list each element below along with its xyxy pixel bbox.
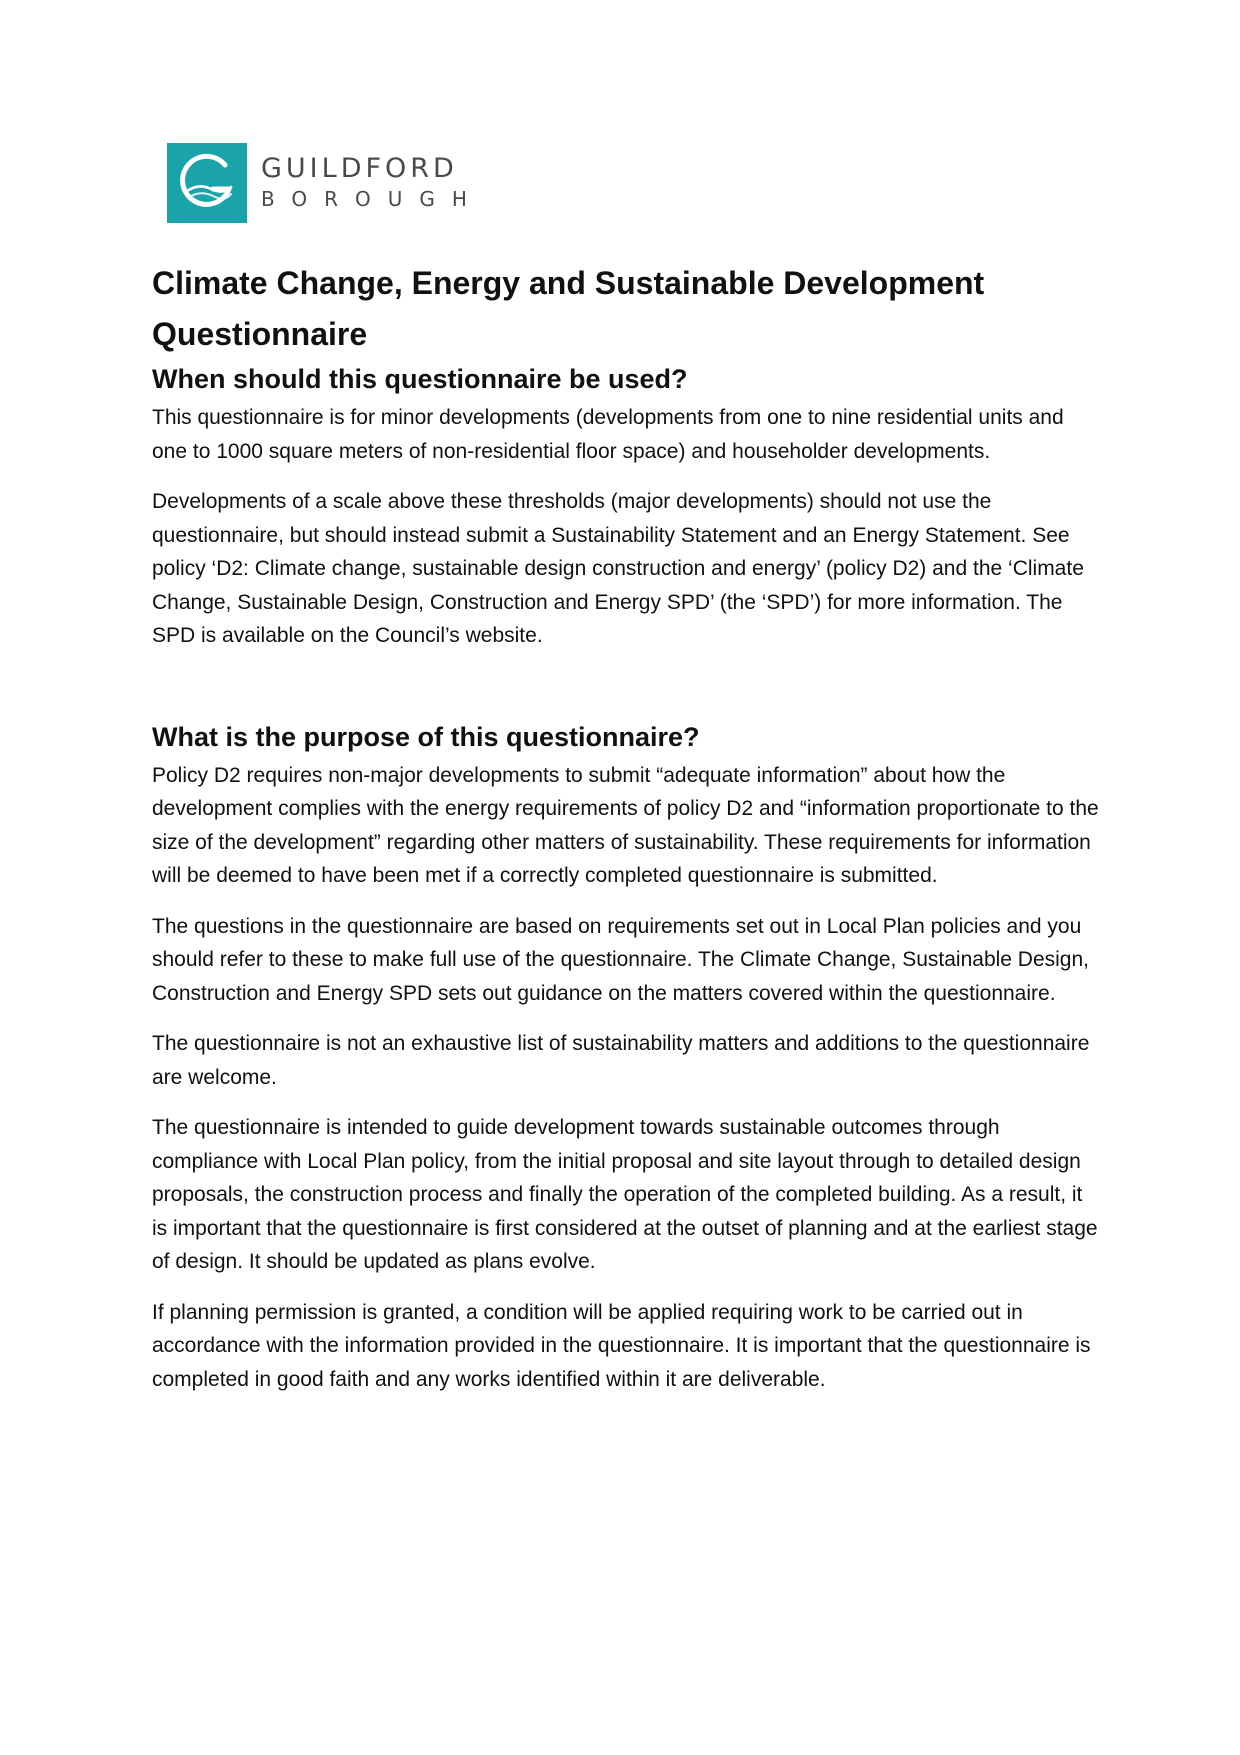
- guildford-g-logo-icon: [167, 143, 247, 223]
- section-heading-purpose: What is the purpose of this questionnaire?: [152, 721, 700, 752]
- section-spacer: [152, 670, 1102, 718]
- paragraph: The questionnaire is not an exhaustive list of sustainability matters and additions to the questionnaire are welcome.: [152, 1032, 1090, 1089]
- paragraph: Policy D2 requires non-major developments to submit “adequate information” about how the development complies with the energy requirements of policy D2 and “information proportionate to the size of the development” regarding other matters of sustainability. These requirements for information will be deemed to have been met if a correctly completed questionnaire is submitted.: [152, 763, 1099, 887]
- paragraph: The questions in the questionnaire are based on requirements set out in Local Plan policies and you should refer to these to make full use of the questionnaire. The Climate Change, Sustainable Design, Construction and Energy SPD sets out guidance on the matters covered within the questionnaire.: [152, 914, 1090, 1005]
- logo-line-guildford: GUILDFORD: [261, 153, 458, 184]
- logo-line-borough: BOROUGH: [261, 187, 484, 211]
- guildford-borough-logo: [167, 143, 484, 223]
- paragraph: If planning permission is granted, a condition will be applied requiring work to be carried out in accordance with the information provided in the questionnaire. It is important that the questionnaire is completed in good faith and any works identified within it are deliverable.: [152, 1300, 1091, 1391]
- paragraph: This questionnaire is for minor developments (developments from one to nine residential units and one to 1000 square meters of non-residential floor space) and householder developments.: [152, 406, 1064, 463]
- section-heading-when-used: When should this questionnaire be used?: [152, 364, 688, 394]
- paragraph: Developments of a scale above these thresholds (major developments) should not use the questionnaire, but should instead submit a Sustainability Statement and an Energy Statement. See policy ‘D2: Climate change, sustainable design construction and energy’ (policy D2) and the ‘Climate Change, Sustainable Design, Construction and Energy SPD’ (the ‘SPD’) for more information. The SPD is available on the Council’s website.: [152, 490, 1084, 647]
- logo-wordmark: [261, 154, 484, 212]
- paragraph: The questionnaire is intended to guide development towards sustainable outcomes through compliance with Local Plan policy, from the initial proposal and site layout through to detailed design proposals, the construction process and finally the operation of the completed building. As a result, it is important that the questionnaire is first considered at the outset of planning and at the earliest stage of design. It should be updated as plans evolve.: [152, 1116, 1098, 1273]
- document-body: [152, 258, 1102, 1413]
- document-title: Climate Change, Energy and Sustainable Development Questionnaire: [152, 265, 985, 352]
